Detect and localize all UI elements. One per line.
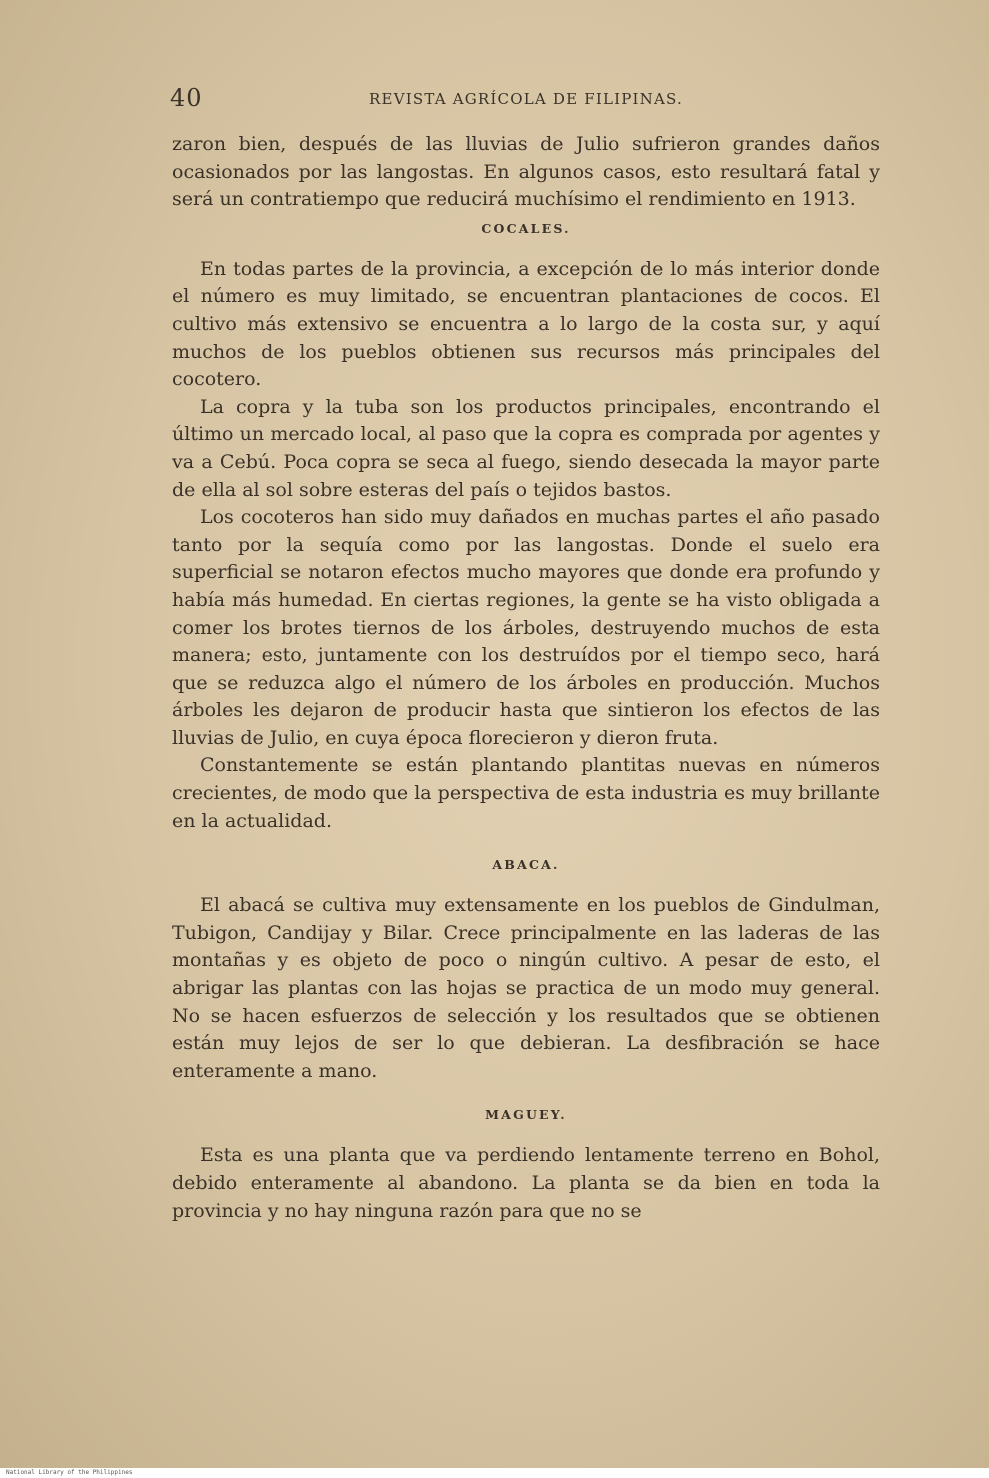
section-heading-abaca: ABACA. <box>492 857 560 873</box>
running-head: REVISTA AGRÍCOLA DE FILIPINAS. <box>369 90 683 108</box>
section-heading-maguey: MAGUEY. <box>485 1107 567 1123</box>
cocales-paragraph-3: Los cocoteros han sido muy dañados en muchas partes el año pasado tanto por la sequía como por las langostas. Donde el suelo era superficial se notaron efectos mucho mayores que donde era profundo y había más humedad. En ciertas regiones, la gente se ha visto obligada a comer los brotes tiernos de los árboles, destruyendo muchos de esta manera; esto, juntamente con los destruídos por el tiempo seco, hará que se reduzca algo el número de los árboles en producción. Muchos árboles les dejaron de producir hasta que sintieron los efectos de las lluvias de Julio, en cuya época florecieron y dieron fruta. <box>172 506 880 749</box>
library-credit: National Library of the Philippines <box>6 1469 133 1476</box>
page-body <box>172 131 880 1225</box>
maguey-paragraph-1: Esta es una planta que va perdiendo lentamente terreno en Bohol, debido enteramente al abandono. La planta se da bien en toda la provincia y no hay ninguna razón para que no se <box>172 1144 880 1222</box>
section-heading-cocales: COCALES. <box>481 220 571 236</box>
abaca-paragraph-1: El abacá se cultiva muy extensamente en los pueblos de Gindulman, Tubigon, Candijay y Bilar. Crece principalmente en las laderas de las montañas y es objeto de poco o ningún cultivo. A pesar de esto, el abrigar las plantas con las hojas se practica de un modo muy general. No se hacen esfuerzos de selección y los resultados que se obtienen están muy lejos de ser lo que debieran. La desfibración se hace enteramente a mano. <box>172 894 880 1082</box>
cocales-paragraph-1: En todas partes de la provincia, a excepción de lo más interior donde el número es muy limitado, se encuentran plantaciones de cocos. El cultivo más extensivo se encuentra a lo largo de la costa sur, y aquí muchos de los pueblos obtienen sus recursos más principales del cocotero. <box>172 257 880 391</box>
intro-paragraph: zaron bien, después de las lluvias de Julio sufrieron grandes daños ocasionados por las langostas. En algunos casos, esto resultará fatal y será un contratiempo que reducirá muchísimo el rendimiento en 1913. <box>172 133 880 211</box>
cocales-paragraph-2: La copra y la tuba son los productos principales, encontrando el último un mercado local, al paso que la copra es comprada por agentes y va a Cebú. Poca copra se seca al fuego, siendo desecada la mayor parte de ella al sol sobre esteras del país o tejidos bastos. <box>172 395 880 501</box>
bottom-band <box>0 1468 989 1478</box>
page-number: 40 <box>170 84 203 112</box>
cocales-paragraph-4: Constantemente se están plantando plantitas nuevas en números crecientes, de modo que la perspectiva de esta industria es muy brillante en la actualidad. <box>172 754 880 832</box>
page-header <box>170 84 882 116</box>
